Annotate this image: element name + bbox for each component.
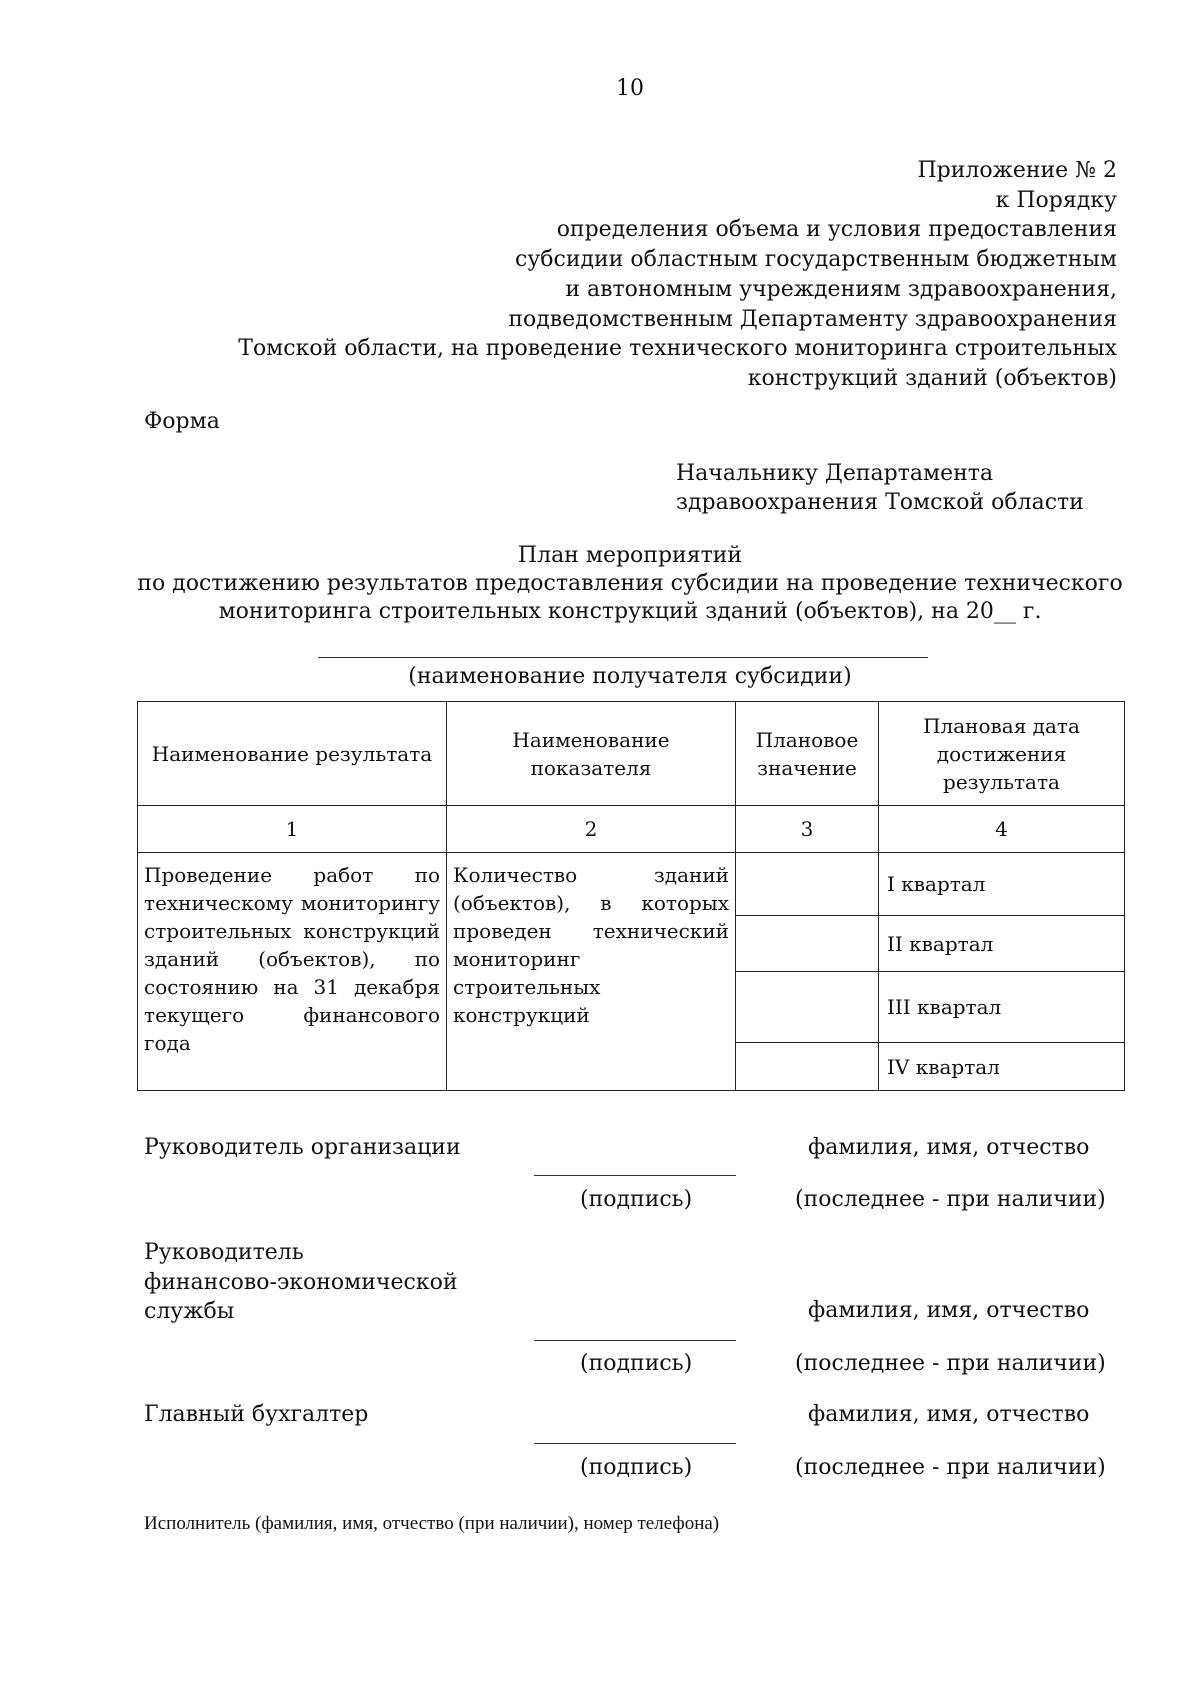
table-row <box>138 853 1125 916</box>
patronymic-caption: (последнее - при наличии) <box>795 1187 1106 1212</box>
plan-table <box>137 701 1125 1091</box>
header-cell: Плановое значение <box>736 702 879 806</box>
column-number-row <box>138 806 1125 853</box>
appendix-line: конструкций зданий (объектов) <box>747 365 1117 391</box>
column-number-cell: 2 <box>447 806 736 853</box>
planned-value-cell[interactable] <box>736 1043 879 1091</box>
header-cell: Наименование показателя <box>447 702 736 806</box>
plan-title <box>0 542 1200 626</box>
appendix-block <box>238 156 1117 394</box>
recipient-caption: (наименование получателя субсидии) <box>408 664 852 689</box>
fio-label: фамилия, имя, отчество <box>808 1402 1090 1427</box>
appendix-line: Томской области, на проведение технического мониторинга строительных <box>238 336 1117 362</box>
column-number-cell: 4 <box>879 806 1125 853</box>
page-number: 10 <box>616 76 644 101</box>
appendix-line: подведомственным Департаменту здравоохранения <box>508 306 1117 332</box>
planned-value-cell[interactable] <box>736 972 879 1043</box>
quarter-cell: IV квартал <box>879 1043 1125 1091</box>
signature-line[interactable] <box>534 1340 736 1341</box>
appendix-line: к Порядку <box>995 187 1117 213</box>
header-cell: Наименование результата <box>138 702 447 806</box>
plan-title-line: мониторинга строительных конструкций зданий (объектов), на 20__ г. <box>218 599 1042 624</box>
fin-head-line: финансово-экономической <box>144 1269 458 1295</box>
planned-value-cell[interactable] <box>736 853 879 916</box>
column-number-cell: 1 <box>138 806 447 853</box>
executor-label: Исполнитель (фамилия, имя, отчество (при наличии), номер телефона) <box>144 1513 720 1534</box>
fin-head-line: службы <box>144 1299 235 1324</box>
signature-caption: (подпись) <box>580 1455 693 1480</box>
appendix-line: определения объема и условия предоставления <box>556 217 1117 243</box>
header-cell: Плановая дата достижения результата <box>879 702 1125 806</box>
fin-head-label <box>144 1238 458 1327</box>
column-number-cell: 3 <box>736 806 879 853</box>
recipient-name-line <box>318 657 928 658</box>
appendix-line: и автономным учреждениям здравоохранения, <box>565 276 1117 302</box>
patronymic-caption: (последнее - при наличии) <box>795 1351 1106 1376</box>
indicator-name-cell: Количество зданий (объектов), в которых проведен технический мониторинг строительных конструкций <box>447 853 736 1091</box>
addressee-line: здравоохранения Томской области <box>676 490 1084 515</box>
fin-head-line: Руководитель <box>144 1240 304 1265</box>
fio-label: фамилия, имя, отчество <box>808 1135 1090 1160</box>
appendix-line: субсидии областным государственным бюджетным <box>515 247 1117 273</box>
form-label: Форма <box>144 409 220 434</box>
appendix-line: Приложение № 2 <box>917 158 1117 183</box>
chief-accountant-label: Главный бухгалтер <box>144 1402 369 1427</box>
quarter-cell: II квартал <box>879 916 1125 972</box>
addressee-line: Начальнику Департамента <box>676 461 994 486</box>
quarter-cell: I квартал <box>879 853 1125 916</box>
signature-caption: (подпись) <box>580 1187 693 1212</box>
patronymic-caption: (последнее - при наличии) <box>795 1455 1106 1480</box>
signature-caption: (подпись) <box>580 1351 693 1376</box>
signature-line[interactable] <box>534 1175 736 1176</box>
result-name-cell: Проведение работ по техническому мониторингу строительных конструкций зданий (объектов), по состоянию на 31 декабря текущего финансового года <box>138 853 447 1091</box>
org-head-label: Руководитель организации <box>144 1135 461 1160</box>
signature-line[interactable] <box>534 1443 736 1444</box>
fio-label: фамилия, имя, отчество <box>808 1298 1090 1323</box>
quarter-cell: III квартал <box>879 972 1125 1043</box>
plan-title-line: по достижению результатов предоставления субсидии на проведение технического <box>137 571 1123 596</box>
plan-title-line: План мероприятий <box>517 543 743 568</box>
table-header-row <box>138 702 1125 806</box>
addressee-block <box>676 459 1084 517</box>
planned-value-cell[interactable] <box>736 916 879 972</box>
